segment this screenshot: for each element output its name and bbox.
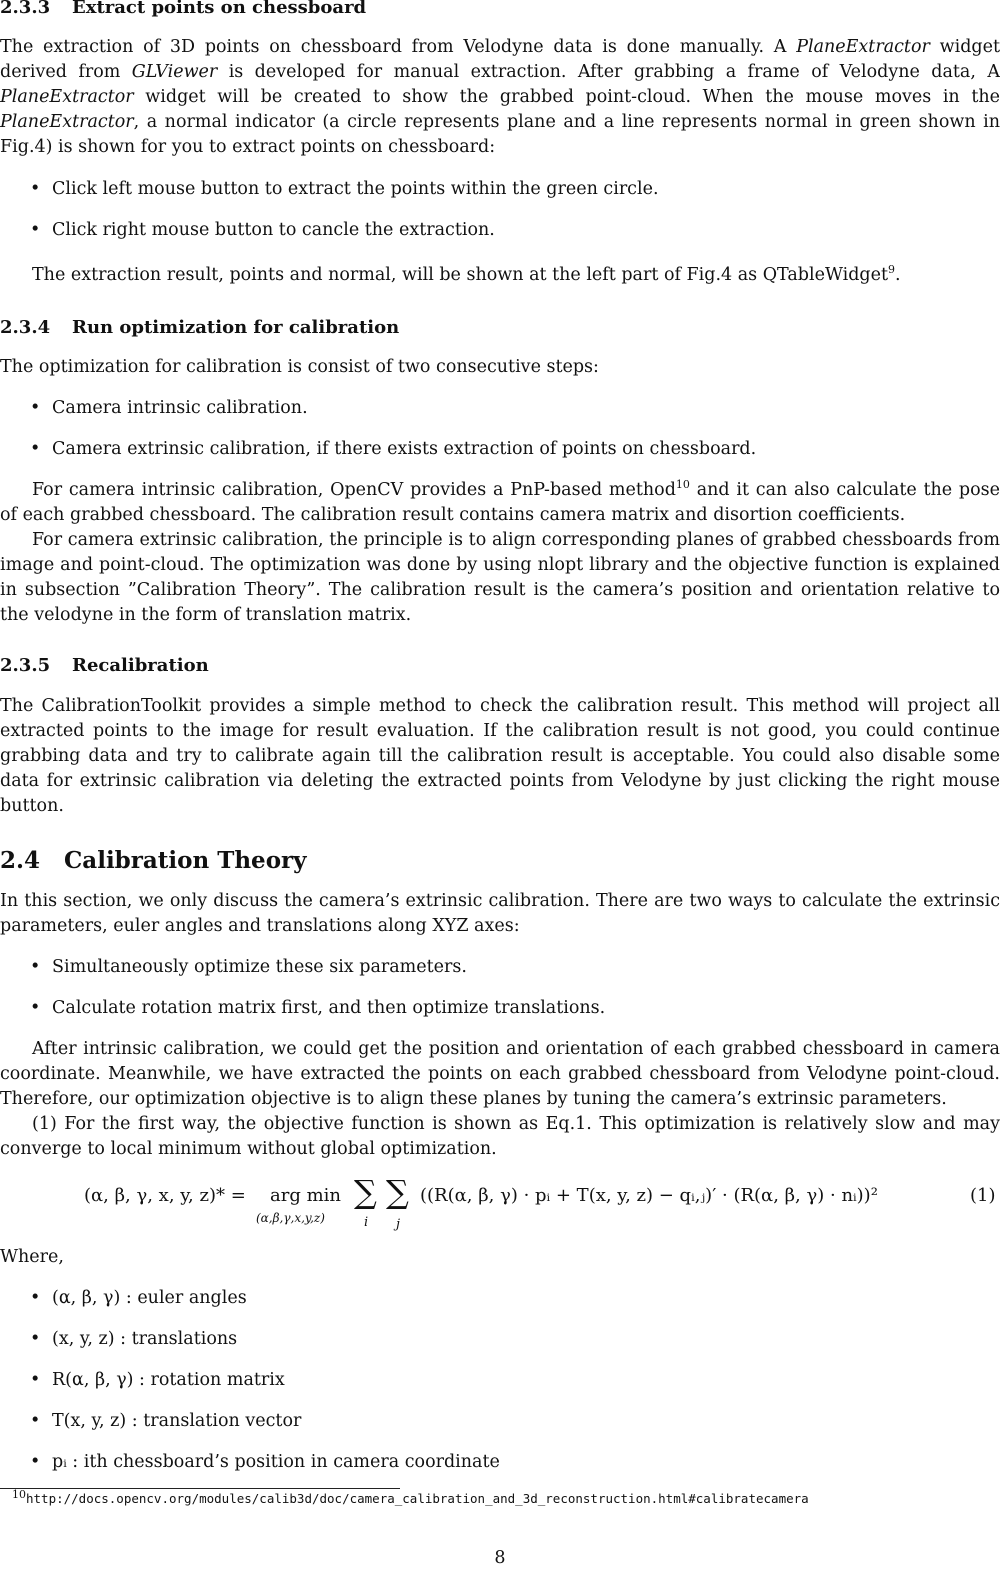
footnote-link[interactable]: http://docs.opencv.org/modules/calib3d/doc/camera_calibration_and_3d_reconstruction.html#calibratecamera <box>26 1491 809 1506</box>
section-number: 2.3.3 <box>0 0 51 18</box>
footnote-rule <box>0 1488 400 1489</box>
section-number: 2.3.5 <box>0 655 51 676</box>
equation-lhs: (α, β, γ, x, y, z)* = <box>84 1185 246 1206</box>
footnote-mark: 10 <box>12 1487 26 1501</box>
section-heading-2-4 <box>0 847 307 874</box>
section-title: Extract points on chessboard <box>72 0 367 18</box>
paragraph: After intrinsic calibration, we could get the position and orientation of each grabbed chessboard in camera coordinate. Meanwhile, we have extracted the points on each grabbed chessboard from Velodyne point-cloud. Therefore, our optimization objective is to align these planes by tuning the camera’s extrinsic parameters. <box>0 1039 1000 1109</box>
paragraph: Where, <box>0 1247 64 1267</box>
equation-body: ((R(α, β, γ) · pᵢ + T(x, y, z) − qᵢ,ⱼ)′ · (R(α, β, γ) · nᵢ))² <box>420 1185 878 1206</box>
paragraph: In this section, we only discuss the camera’s extrinsic calibration. There are two ways to calculate the extrinsic parameters, euler angles and translations along XYZ axes: <box>0 891 1000 936</box>
page-number: 8 <box>494 1548 506 1568</box>
paragraph: The extraction of 3D points on chessboard from Velodyne data is done manually. A PlaneExtractor widget derived from GLViewer is developed for manual extraction. After grabbing a frame of Velodyne data, A PlaneExtractor widget will be created to show the grabbed point-cloud. When the mouse moves in the PlaneExtractor, a normal indicator (a circle represents plane and a line represents normal in green shown in Fig.4) is shown for you to extract points on chessboard: <box>0 37 1000 157</box>
paragraph: The optimization for calibration is consist of two consecutive steps: <box>0 357 599 377</box>
paragraph: For camera extrinsic calibration, the principle is to align corresponding planes of grabbed chessboards from image and point-cloud. The optimization was done by using nlopt library and the objective function is explained in subsection ”Calibration Theory”. The calibration result is the camera’s position and orientation relative to the velodyne in the form of translation matrix. <box>0 530 1000 625</box>
sum-subscript: i <box>364 1215 369 1230</box>
section-number: 2.3.4 <box>0 317 51 338</box>
sum-operator: ∑ <box>354 1173 377 1211</box>
argmin-operator: arg min <box>270 1185 341 1206</box>
equation-1 <box>0 1173 1000 1243</box>
footnote-mark: 9 <box>888 263 896 277</box>
section-heading-2-3-4 <box>0 317 399 338</box>
section-title: Calibration Theory <box>64 847 307 874</box>
sum-subscript: j <box>396 1217 401 1232</box>
paragraph: (1) For the first way, the objective function is shown as Eq.1. This optimization is relatively slow and may converge to local minimum without global optimization. <box>0 1114 1000 1159</box>
section-heading-2-3-5 <box>0 655 209 676</box>
paragraph: The CalibrationToolkit provides a simple method to check the calibration result. This method will project all extracted points to the image for result evaluation. If the calibration result is not good, you could continue grabbing data and try to calibrate again till the calibration result is acceptable. You could also disable some data for extrinsic calibration via deleting the extracted points from Velodyne by just clicking the right mouse button. <box>0 696 1000 816</box>
footnote-mark: 10 <box>675 478 690 492</box>
section-number: 2.4 <box>0 847 41 874</box>
argmin-subscript: (α,β,γ,x,y,z) <box>256 1211 325 1225</box>
section-heading-2-3-3 <box>0 0 366 18</box>
footnote <box>12 1487 809 1506</box>
document-page: 2.3.3 Extract points on chessboard The extraction of 3D points on chessboard from Velodyne data is done manually. A PlaneExtractor widget derived from GLViewer is developed for manual extraction. After grabbing a frame of Velodyne data, A PlaneExtractor widget will be created to show the grabbed point-cloud. When the mouse moves in the PlaneExtractor, a normal indicator (a circle represents plane and a line represents normal in green shown in Fig.4) is shown for you to extract points on chessboard: • Click left mouse button to extract the points within the green circle. • Click right mouse button to cancle the extraction. The extraction result, points and normal, will be shown at the left part of Fig.4 as QTableWidget$^9$. 2.3.4 Run optimization for calibration The optimization for calibration is consist of two consecutive steps: • Camera intrinsic calibration. • Camera extrinsic calibration, if there exists extraction of points on chessboard. For camera intrinsic calibration, OpenCV provides a PnP-based method$^{10}$ and it can also calculate the pose of each grabbed chessboard. The calibration result contains camera matrix and disortion coefficients. For camera extrinsic calibration, the principle is to align corresponding planes of grabbed chessboards from image and point-cloud. The optimization was done by using nlopt library and the objective function is explained in subsection ”Calibration Theory”. The calibration result is the camera’s position and orientation relative to the velodyne in the form of translation matrix. 2.3.5 Recalibration The CalibrationToolkit provides a simple method to check the calibration result. This method will project all extracted points to the image for result evaluation. If the calibration result is not good, you could continue grabbing data and try to calibrate again till the calibration result is acceptable. You could also disable some data for extrinsic calibration via deleting the extracted points from Velodyne by just clicking the right mouse button. 2.4 Calibration Theory In this section, we only discuss the camera’s extrinsic calibration. There are two ways to calculate the extrinsic parameters, euler angles and translations along XYZ axes: • Simultaneously optimize these six parameters. • Calculate rotation matrix first, and then optimize translations. After intrinsic calibration, we could get the position and orientation of each grabbed chessboard in camera coordinate. Meanwhile, we have extracted the points on each grabbed chessboard from Velodyne point-cloud. Therefore, our optimization objective is to align these planes by tuning the camera’s extrinsic parameters. (1) For the first way, the objective function is shown as Eq.1. This optimization is relatively slow and may converge to local minimum without global optimization. (α, β, γ, x, y, z)* = arg min (α,β,γ,x,y,z) ∑ i ∑ j ((R(α, β, γ) · pᵢ + T(x, y, z) − qᵢ,ⱼ)′ · (R(α, β, γ) · nᵢ))² (1) Where, • (α, β, γ) : euler angles • (x, y, z) : translations • R(α, β, γ) : rotation matrix • T(x, y, z) : translation vector • pᵢ : ith chessboard’s position in camera coordinate $^{10}$http://docs.opencv.org/modules/calib3d/doc/camera_calibration_and_3d_reconstruction.html#calibratecamera 8 <box>0 0 1000 1571</box>
sum-operator: ∑ <box>386 1173 409 1211</box>
section-title: Recalibration <box>72 655 209 676</box>
paragraph: For camera intrinsic calibration, OpenCV provides a PnP-based method$^{10}$ and it can also calculate the pose of each grabbed chessboard. The calibration result contains camera matrix and disortion coefficients. <box>0 478 1000 525</box>
paragraph: The extraction result, points and normal, will be shown at the left part of Fig.4 as QTableWidget$^9$. <box>32 263 901 285</box>
equation-number: (1) <box>970 1185 996 1206</box>
section-title: Run optimization for calibration <box>72 317 400 338</box>
